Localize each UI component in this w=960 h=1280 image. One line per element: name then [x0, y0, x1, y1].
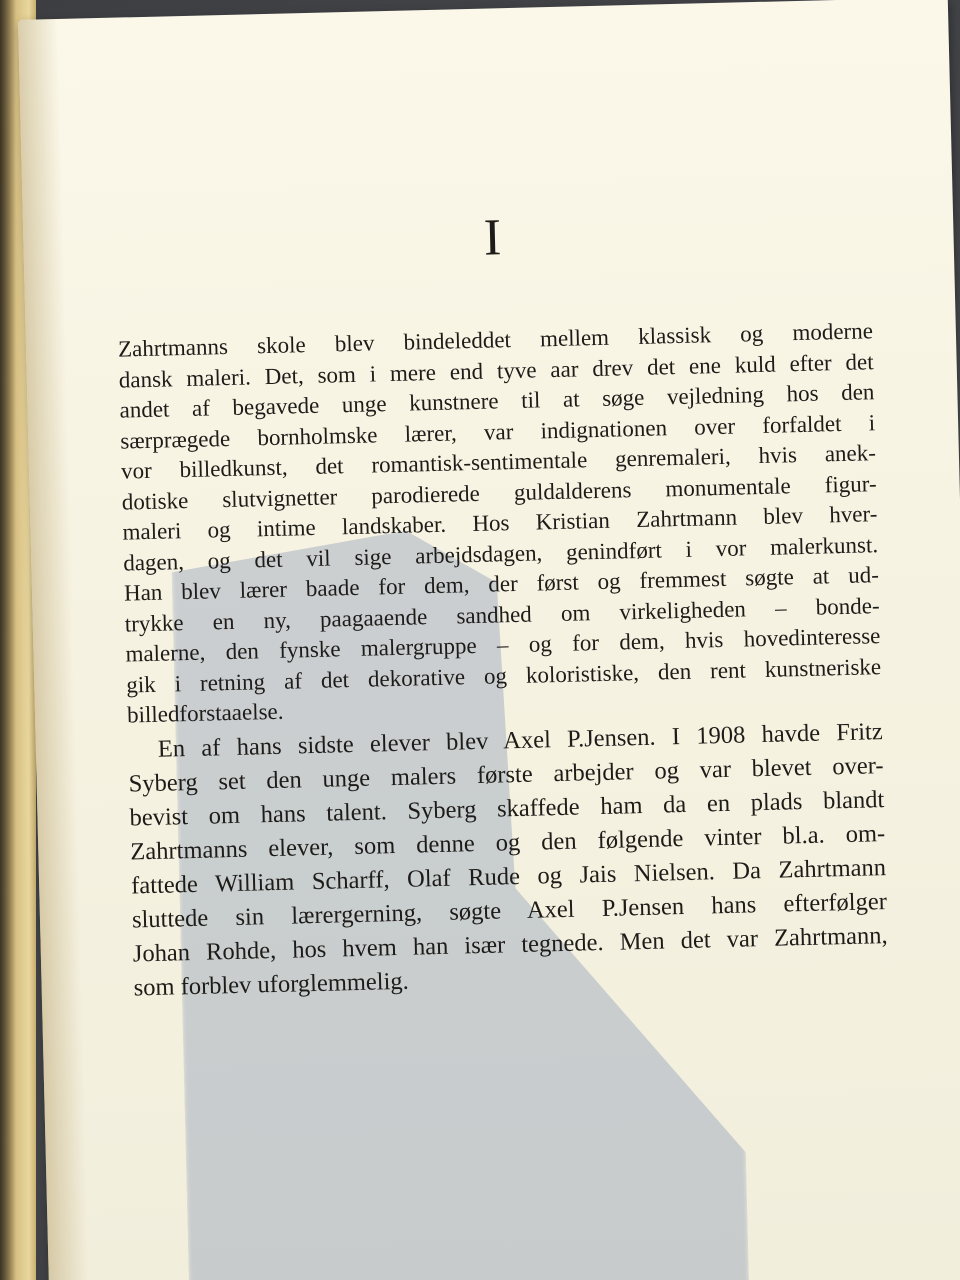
chapter-number: I: [483, 209, 503, 267]
text-line: dansk maleri. Det, som i mere end tyve aar drev det ene kuld efter det: [118, 348, 874, 393]
text-line: gik i retning af det dekorative og koloristiske, den rent kunstneriske: [125, 653, 882, 698]
text-line: billedforstaaelse.: [126, 698, 284, 728]
text-line: bevist om hans talent. Syberg skaffede ham da en plads blandt: [129, 785, 885, 832]
text-line: Zahrtmanns elever, som denne og den følgende vinter bl.a. om-: [130, 819, 886, 865]
book-page: [18, 0, 960, 1280]
text-line: dotiske slutvignetter parodierede guldalderens monumentale figur-: [121, 470, 877, 515]
text-line: som forblev uforglemmelig.: [133, 967, 410, 1001]
paragraph-1: [118, 316, 882, 731]
page-text: [115, 199, 889, 1005]
text-line: vor billedkunst, det romantisk-sentimentale genremaleri, hvis anek-: [120, 440, 877, 484]
text-line: sluttede sin lærergerning, søgte Axel P.Jensen hans efterfølger: [131, 887, 888, 933]
text-line: andet af begavede unge kunstnere til at søge vejledning hos den: [119, 379, 875, 423]
text-line: Johan Rohde, hos hvem han især tegnede. Men det var Zahrtmann,: [132, 921, 888, 967]
text-line: malerne, den fynske malergruppe – og for dem, hvis hovedinteresse: [125, 623, 881, 667]
text-line: særprægede bornholmske lærer, var indignationen over forfaldet i: [120, 409, 876, 454]
text-line: En af hans sidste elever blev Axel P.Jensen. I 1908 havde Fritz: [157, 717, 883, 763]
text-line: maleri og intime landskaber. Hos Kristian Zahrtmann blev hver-: [122, 501, 878, 545]
text-line: dagen, og det vil sige arbejdsdagen, genindført i vor malerkunst.: [122, 531, 879, 576]
paragraph-2: [127, 715, 888, 1005]
text-line: Zahrtmanns skole blev bindeleddet mellem klassisk og moderne: [117, 318, 874, 362]
text-line: Han blev lærer baade for dem, der først og fremmest søgte at ud-: [123, 562, 880, 606]
gutter-shadow: [0, 0, 16, 1280]
text-line: trykke en ny, paagaaende sandhed om virkeligheden – bonde-: [124, 592, 880, 637]
text-line: fattede William Scharff, Olaf Rude og Jais Nielsen. Da Zahrtmann: [130, 853, 887, 899]
text-line: Syberg set den unge malers første arbejder og var blevet over-: [128, 751, 884, 798]
